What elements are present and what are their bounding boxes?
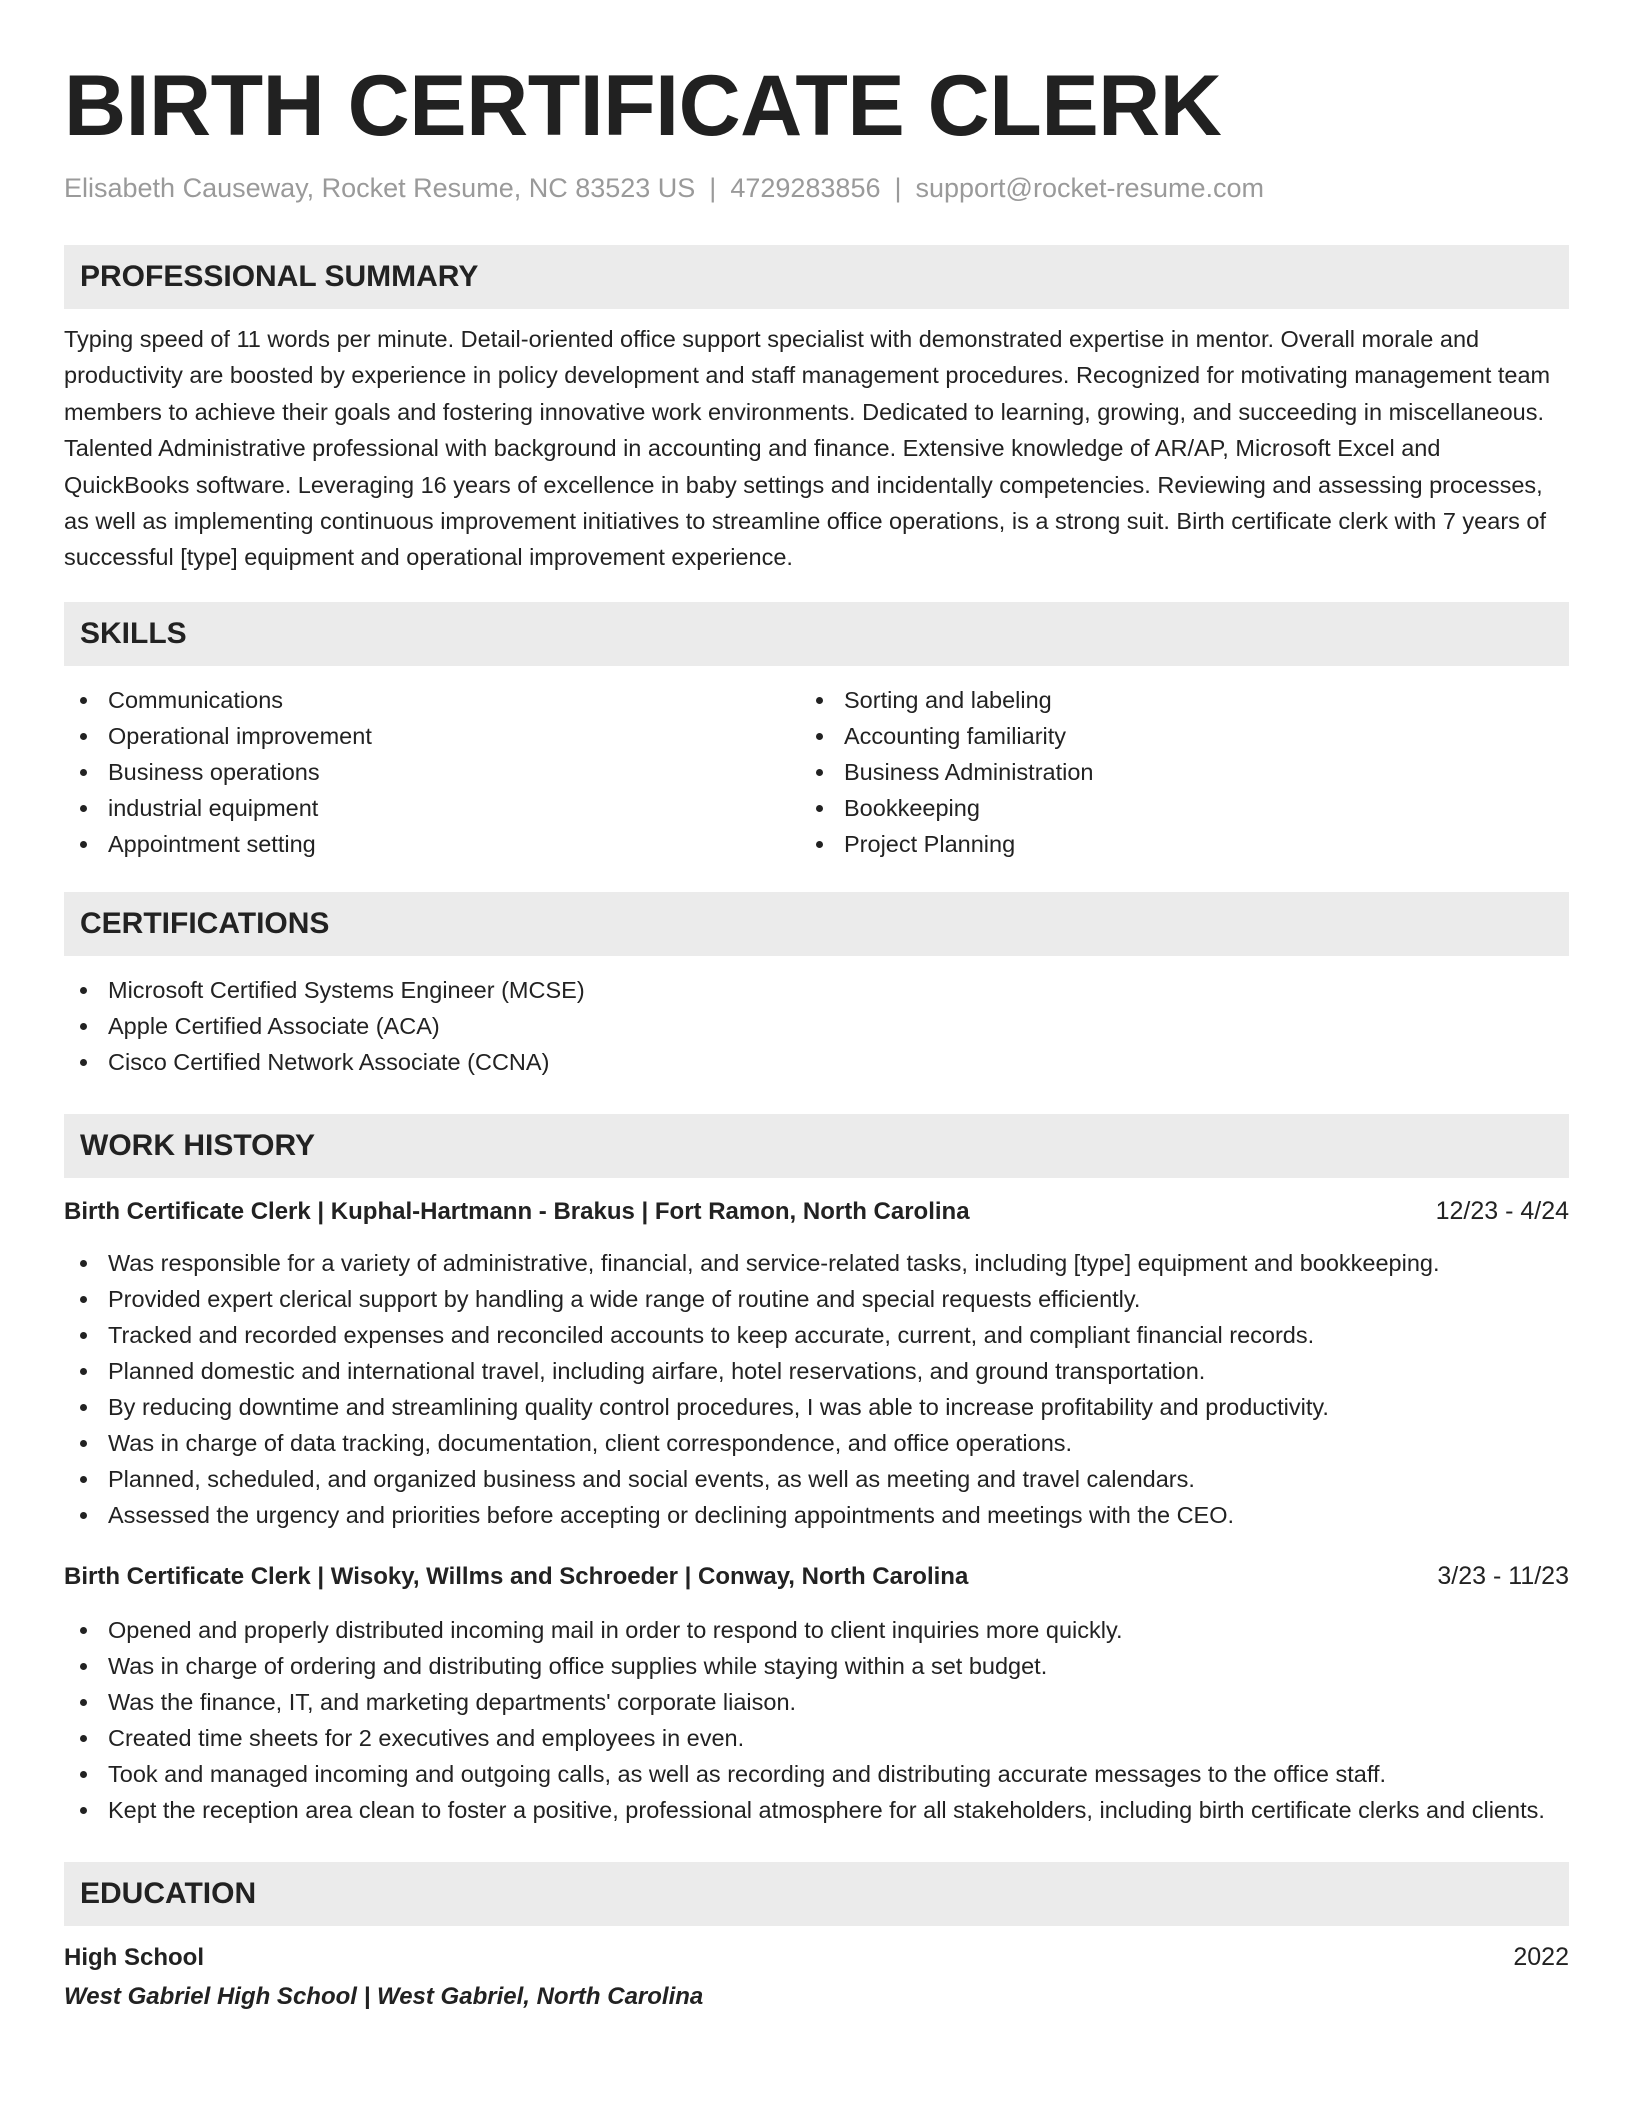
skill-item: industrial equipment [64,790,800,826]
contact-line [64,170,1569,206]
job-dates: 12/23 - 4/24 [1435,1196,1569,1225]
job-bullet: By reducing downtime and streamlining quality control procedures, I was able to increase profitability and productivity. [64,1389,1569,1425]
skills-column-left [64,682,800,862]
job-bullet: Assessed the urgency and priorities before accepting or declining appointments and meetings with the CEO. [64,1497,1569,1533]
skill-item: Operational improvement [64,718,800,754]
job-bullets [64,1245,1569,1533]
section-header-work-history: WORK HISTORY [64,1114,1569,1178]
job-bullet: Was in charge of ordering and distributing office supplies while staying within a set budget. [64,1648,1569,1684]
section-header-certifications: CERTIFICATIONS [64,892,1569,956]
skill-item: Sorting and labeling [800,682,1536,718]
job-bullet: Kept the reception area clean to foster a positive, professional atmosphere for all stakeholders, including birth certificate clerks and clients. [64,1792,1569,1828]
skills-list [64,682,1569,862]
job-bullet: Planned domestic and international travel, including airfare, hotel reservations, and ground transportation. [64,1353,1569,1389]
job-header [64,1194,1569,1229]
job-bullet: Planned, scheduled, and organized business and social events, as well as meeting and travel calendars. [64,1461,1569,1497]
section-header-education: EDUCATION [64,1862,1569,1926]
job-bullet: Created time sheets for 2 executives and employees in even. [64,1720,1569,1756]
job-bullet: Opened and properly distributed incoming mail in order to respond to client inquiries more quickly. [64,1612,1569,1648]
job-bullet: Was responsible for a variety of administrative, financial, and service-related tasks, including [type] equipment and bookkeeping. [64,1245,1569,1281]
skill-item: Project Planning [800,826,1536,862]
job-bullet: Tracked and recorded expenses and reconciled accounts to keep accurate, current, and compliant financial records. [64,1317,1569,1353]
job-entry [64,1559,1569,1828]
summary-text: Typing speed of 11 words per minute. Detail-oriented office support specialist with demonstrated expertise in mentor. Overall morale and productivity are boosted by experience in policy development and staff management procedures. Recognized for motivating management team members to achieve their goals and fostering innovative work environments. Dedicated to learning, growing, and succeeding in miscellaneous. Talented Administrative professional with background in accounting and finance. Extensive knowledge of AR/AP, Microsoft Excel and QuickBooks software. Leveraging 16 years of excellence in baby settings and incidentally competencies. Reviewing and assessing processes, as well as implementing continuous improvement initiatives to streamline office operations, is a strong suit. Birth certificate clerk with 7 years of successful [type] equipment and operational improvement experience. [64,326,1551,571]
skills-column-right [800,682,1536,862]
education-school: West Gabriel High School | West Gabriel, North Carolina [64,1982,704,2010]
skill-item: Bookkeeping [800,790,1536,826]
certification-item: Cisco Certified Network Associate (CCNA) [64,1044,1569,1080]
job-dates: 3/23 - 11/23 [1437,1561,1569,1590]
job-bullet: Was in charge of data tracking, documentation, client correspondence, and office operations. [64,1425,1569,1461]
job-bullet: Provided expert clerical support by handling a wide range of routine and special requests efficiently. [64,1281,1569,1317]
skill-item: Appointment setting [64,826,800,862]
job-bullets [64,1612,1569,1828]
job-heading: Birth Certificate Clerk | Kuphal-Hartmann - Brakus | Fort Ramon, North Carolina [64,1197,970,1225]
contact-address: Elisabeth Causeway, Rocket Resume, NC 83523 US [64,173,696,203]
skill-item: Communications [64,682,800,718]
skill-item: Business operations [64,754,800,790]
section-header-summary: PROFESSIONAL SUMMARY [64,245,1569,309]
education-year: 2022 [1513,1942,1569,1971]
job-heading: Birth Certificate Clerk | Wisoky, Willms and Schroeder | Conway, North Carolina [64,1562,969,1590]
skill-item: Business Administration [800,754,1536,790]
job-bullet: Was the finance, IT, and marketing departments' corporate liaison. [64,1684,1569,1720]
certification-item: Microsoft Certified Systems Engineer (MCSE) [64,972,1569,1008]
certifications-list [64,972,1569,1080]
job-bullet: Took and managed incoming and outgoing calls, as well as recording and distributing accurate messages to the office staff. [64,1756,1569,1792]
education-degree: High School [64,1943,204,1971]
contact-separator: | [709,173,717,203]
contact-phone: 4729283856 [730,173,881,203]
job-entry [64,1194,1569,1533]
certification-item: Apple Certified Associate (ACA) [64,1008,1569,1044]
section-header-skills: SKILLS [64,602,1569,666]
resume-title: BIRTH CERTIFICATE CLERK [64,58,1222,154]
job-header [64,1559,1569,1594]
education-header [64,1940,1569,1975]
skill-item: Accounting familiarity [800,718,1536,754]
contact-email: support@rocket-resume.com [915,173,1265,203]
contact-separator: | [894,173,902,203]
